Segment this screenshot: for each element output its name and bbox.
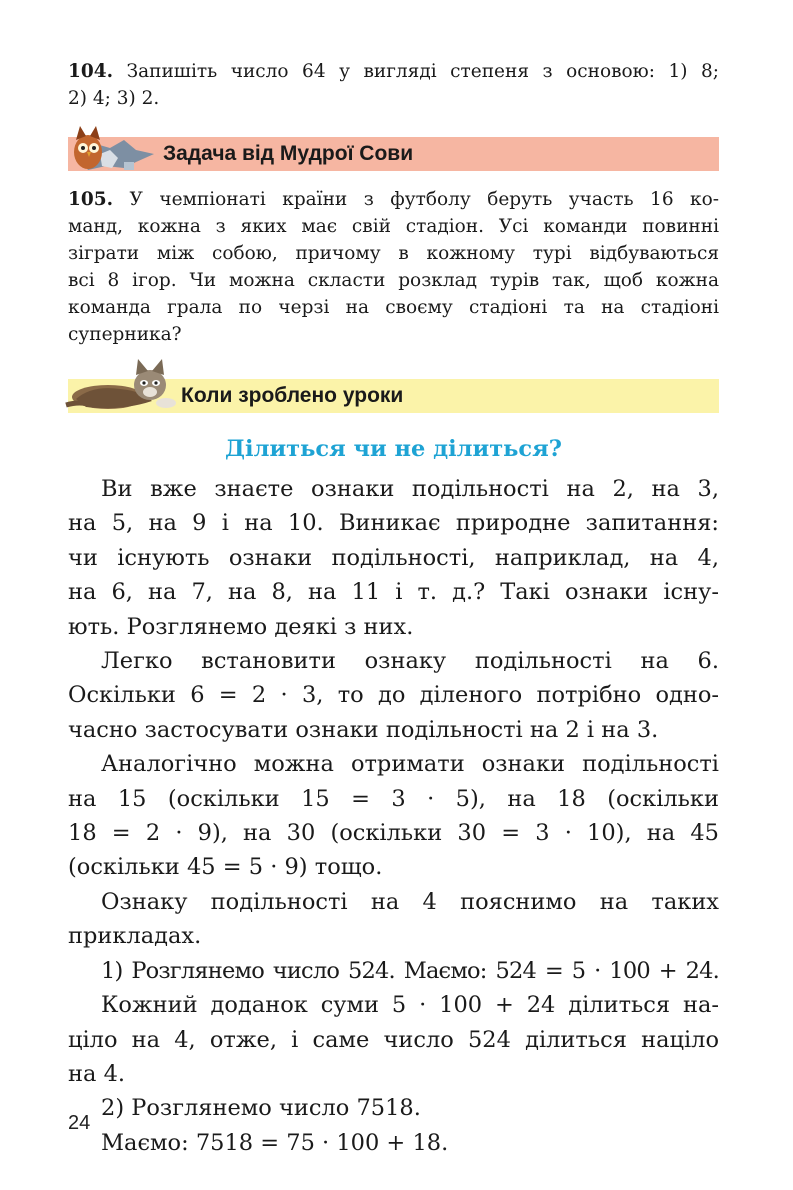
main-text xyxy=(68,472,719,1160)
paragraph-8-line-1: Маємо: 7518 = 75 · 100 + 18. xyxy=(101,1129,449,1156)
paragraph-5-line-1: 1) Розглянемо число 524. Маємо: 524 = 5 · 100 + 24. xyxy=(101,957,719,984)
paragraph-6 xyxy=(68,988,719,1091)
owl-mascot-icon xyxy=(66,118,158,176)
paragraph-6-line-2: ціло на 4, отже, і саме число 524 ділиться націло xyxy=(68,1026,719,1053)
paragraph-7-line-1: 2) Розглянемо число 7518. xyxy=(101,1095,421,1122)
paragraph-3-line-2: на 15 (оскільки 15 = 3 · 5), на 18 (оскільки xyxy=(68,785,719,812)
problem-104-number: 104. xyxy=(68,61,114,82)
paragraph-7 xyxy=(68,1091,719,1125)
problem-104-line-2: 2) 4; 3) 2. xyxy=(68,88,160,109)
wise-owl-task-title: Задача від Мудрої Сови xyxy=(163,142,414,165)
paragraph-3 xyxy=(68,747,719,885)
page-number: 24 xyxy=(68,1112,91,1134)
paragraph-2 xyxy=(68,644,719,747)
paragraph-1-line-4: на 6, на 7, на 8, на 11 і т. д.? Такі ознаки існу- xyxy=(68,579,719,606)
paragraph-1-line-5: ють. Розглянемо деякі з них. xyxy=(68,613,414,640)
after-lessons-title: Коли зроблено уроки xyxy=(181,384,404,407)
paragraph-3-line-4: (оскільки 45 = 5 · 9) тощо. xyxy=(68,854,383,881)
paragraph-4-line-1: Ознаку подільності на 4 пояснимо на таких xyxy=(101,888,719,915)
problem-105-line-2: манд, кожна з яких має свій стадіон. Усі команди повинні xyxy=(68,216,719,237)
paragraph-5 xyxy=(68,954,719,988)
paragraph-2-line-1: Легко встановити ознаку подільності на 6. xyxy=(101,648,719,675)
paragraph-2-line-3: часно застосувати ознаки подільності на 2 і на 3. xyxy=(68,716,659,743)
problem-105-line-6: суперника? xyxy=(68,324,182,345)
wise-owl-task-banner xyxy=(68,137,719,171)
paragraph-1-line-2: на 5, на 9 і на 10. Виникає природне запитання: xyxy=(68,510,719,537)
problem-105-line-5: команда грала по черзі на своєму стадіоні та на стадіоні xyxy=(68,297,719,318)
paragraph-1 xyxy=(68,472,719,644)
paragraph-3-line-1: Аналогічно можна отримати ознаки подільності xyxy=(101,751,719,778)
problem-105-line-4: всі 8 ігор. Чи можна скласти розклад турів так, щоб кожна xyxy=(68,270,719,291)
section-heading: Ділиться чи не ділиться? xyxy=(225,436,562,462)
paragraph-4 xyxy=(68,885,719,954)
problem-105-number: 105. xyxy=(68,189,114,210)
paragraph-2-line-2: Оскільки 6 = 2 · 3, то до діленого потрібно одно- xyxy=(68,682,719,709)
problem-104-line-1: 104. Запишіть число 64 у вигляді степеня з основою: 1) 8; xyxy=(68,61,719,82)
cat-mascot-icon xyxy=(62,355,180,413)
paragraph-6-line-3: на 4. xyxy=(68,1060,126,1087)
problem-105 xyxy=(68,186,719,348)
paragraph-1-line-3: чи існують ознаки подільності, наприклад, на 4, xyxy=(68,544,719,571)
problem-104 xyxy=(68,58,719,112)
paragraph-3-line-3: 18 = 2 · 9), на 30 (оскільки 30 = 3 · 10), на 45 xyxy=(68,820,719,847)
paragraph-1-line-1: Ви вже знаєте ознаки подільності на 2, на 3, xyxy=(101,476,719,502)
paragraph-6-line-1: Кожний доданок суми 5 · 100 + 24 ділиться на- xyxy=(101,992,719,1019)
paragraph-4-line-2: прикладах. xyxy=(68,923,202,950)
paragraph-8 xyxy=(68,1126,719,1160)
problem-105-line-1: 105. У чемпіонаті країни з футболу беруть участь 16 ко- xyxy=(68,189,719,210)
problem-105-line-3: зіграти між собою, причому в кожному турі відбуваються xyxy=(68,243,719,264)
